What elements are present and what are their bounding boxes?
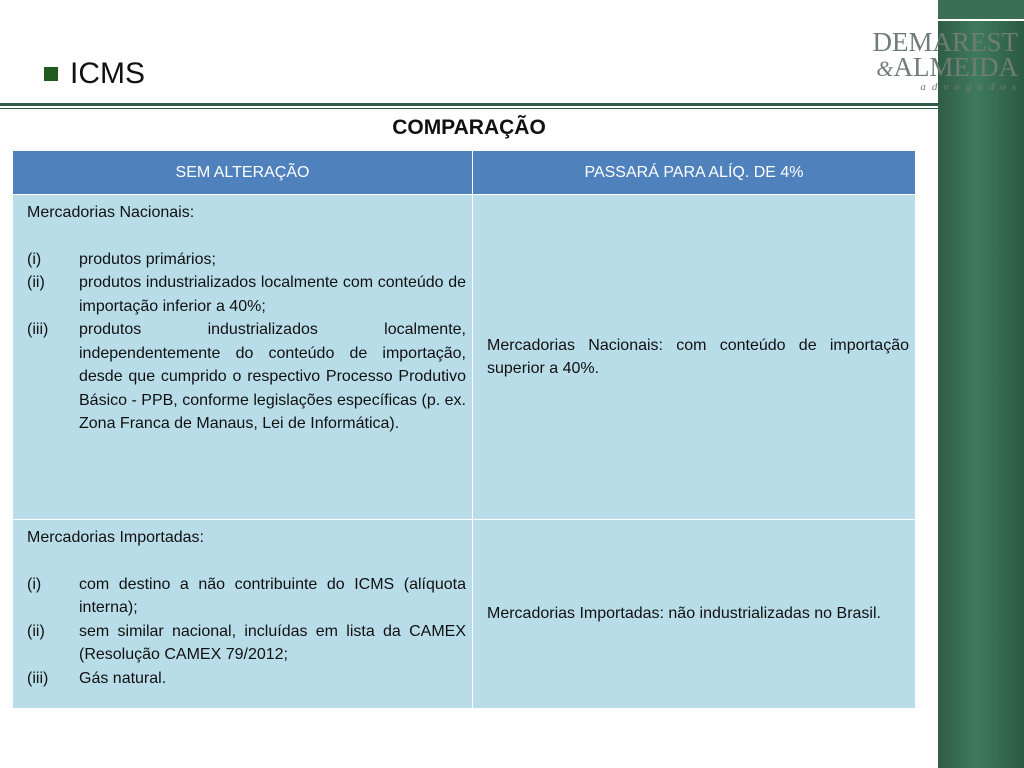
- logo-line-2-text: ALMEIDA: [893, 52, 1018, 82]
- square-bullet-icon: [44, 67, 58, 81]
- header-rule-thin: [0, 108, 938, 109]
- item-number: (iii): [27, 321, 49, 338]
- table-row: [13, 520, 916, 709]
- item-text: com destino a não contribuinte do ICMS (alíquota interna);: [79, 575, 466, 616]
- table-cell-right: Mercadorias Importadas: não industrializadas no Brasil.: [473, 520, 916, 709]
- list-item: [27, 620, 466, 667]
- item-number: (iii): [27, 669, 49, 687]
- cell-intro: Mercadorias Importadas:: [27, 529, 204, 546]
- table-row: [13, 195, 916, 520]
- table-cell-left: [13, 195, 473, 520]
- item-number: (ii): [27, 622, 45, 640]
- item-text: produtos primários;: [79, 250, 216, 268]
- title-area: [44, 54, 145, 94]
- column-header-right: PASSARÁ PARA ALÍQ. DE 4%: [473, 151, 916, 195]
- header-rule-thick: [0, 103, 938, 106]
- column-header-left: SEM ALTERAÇÃO: [13, 151, 473, 195]
- item-number: (i): [27, 575, 42, 593]
- table-cell-right: Mercadorias Nacionais: com conteúdo de importação superior a 40%.: [473, 195, 916, 520]
- table-cell-left: [13, 520, 473, 709]
- list-item: [27, 271, 466, 318]
- page-title: ICMS: [70, 57, 145, 90]
- list-item: [27, 573, 466, 620]
- item-number: (ii): [27, 274, 45, 291]
- slide-subtitle: COMPARAÇÃO: [392, 116, 546, 139]
- item-list: [27, 573, 466, 691]
- logo-line-3: advogados: [920, 81, 1022, 93]
- side-decoration-cap: [938, 0, 1024, 21]
- company-logo: [868, 27, 1022, 94]
- item-text: produtos industrializados localmente, independentemente do conteúdo de importação, desde que cumprido o respectivo Processo Produtivo Básico - PPB, conforme legislações específicas (p. ex. Zona Franca de Manaus, Lei de Informática).: [79, 321, 466, 432]
- list-item: [27, 318, 466, 436]
- logo-line-2: [868, 52, 1018, 82]
- list-item: [27, 248, 466, 272]
- item-number: (i): [27, 250, 42, 268]
- logo-line-1: DEMAREST: [872, 27, 1018, 57]
- side-decoration-strip: [938, 0, 1024, 768]
- logo-ampersand: &: [876, 56, 894, 81]
- comparison-table: [12, 150, 916, 709]
- table-header-row: [13, 151, 916, 195]
- item-list: [27, 248, 466, 436]
- item-text: sem similar nacional, incluídas em lista da CAMEX (Resolução CAMEX 79/2012;: [79, 622, 466, 663]
- cell-intro: Mercadorias Nacionais:: [27, 204, 195, 221]
- list-item: [27, 667, 466, 691]
- item-text: produtos industrializados localmente com conteúdo de importação inferior a 40%;: [79, 274, 466, 315]
- item-text: Gás natural.: [79, 669, 167, 687]
